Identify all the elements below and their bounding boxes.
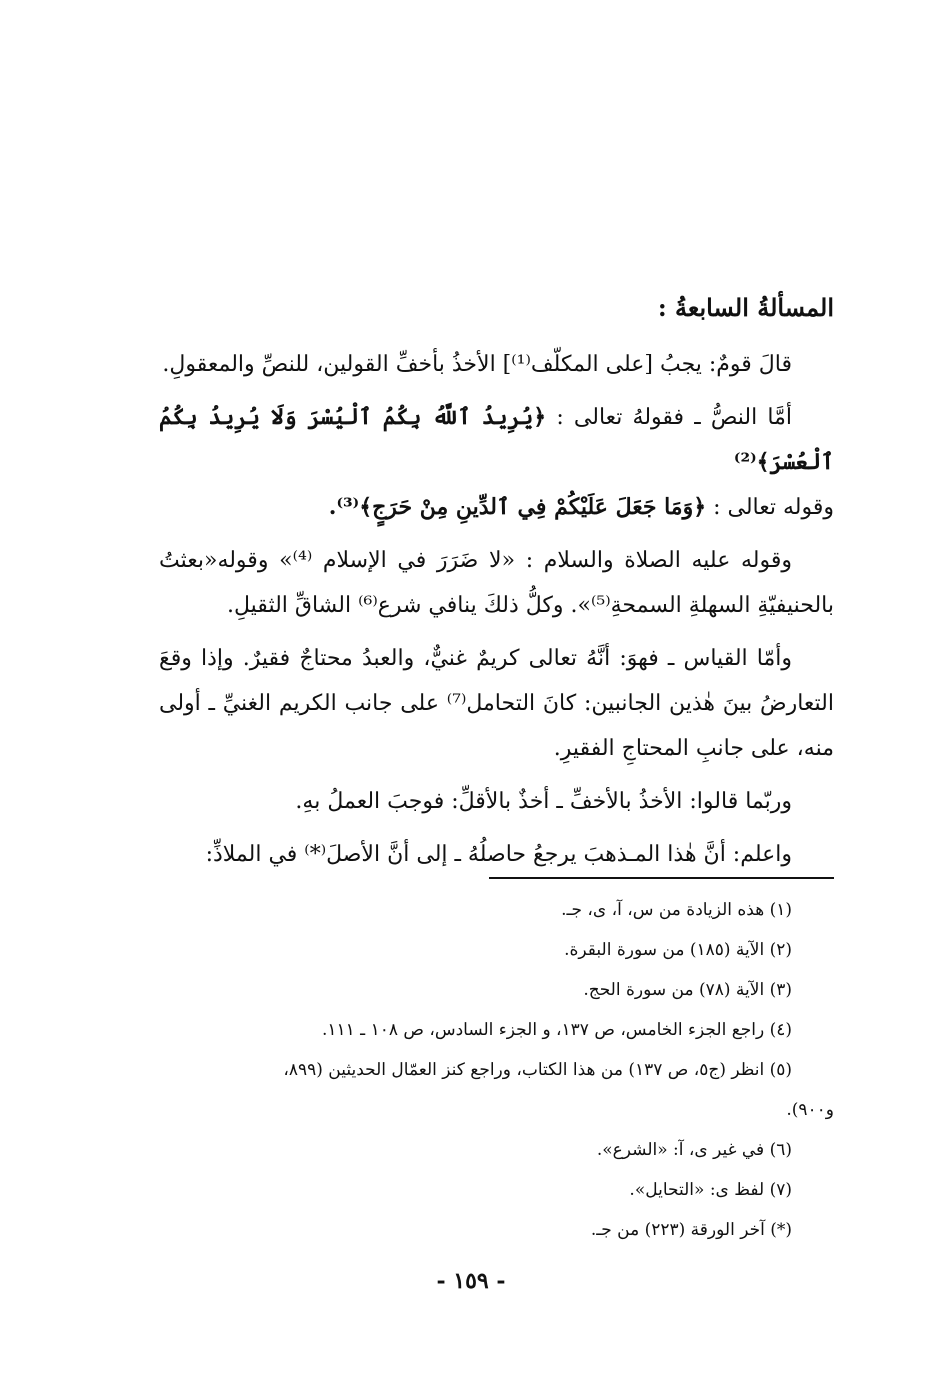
- footnote-6: (٦) في غير ى، آ: «الشرع».: [596, 1140, 792, 1160]
- footnote-divider: [489, 877, 834, 879]
- paragraph-5: وربّما قالوا: الأخذُ بالأخفِّ ـ أخذٌ بالأقلِّ: فوجبَ العملُ بهِ.: [295, 789, 792, 814]
- paragraph-2: [159, 395, 834, 485]
- section-heading: المسألةُ السابعةُ :: [657, 293, 834, 322]
- paragraph-2b: [159, 485, 834, 530]
- footnote-1: (١) هذه الزيادة من س، آ، ى، جـ.: [561, 900, 792, 920]
- quran-verse-2: ﴿وَمَا جَعَلَ عَلَيْكُمْ فِي ٱلدِّينِ مِنْ حَرَجٍ﴾⁽³⁾.: [328, 494, 707, 520]
- footnote-3: (٣) الآية (٧٨) من سورة الحج.: [583, 980, 792, 1000]
- footnote-asterisk: (*) آخر الورقة (٢٢٣) من جـ.: [590, 1220, 792, 1240]
- page-number: - ١٥٩ -: [436, 1268, 506, 1294]
- footnote-4: (٤) راجع الجزء الخامس، ص ١٣٧، و الجزء السادس، ص ١٠٨ ـ ١١١.: [321, 1020, 792, 1040]
- paragraph-2-lead: أمَّا النصُّ ـ فقولهُ تعالى :: [556, 405, 792, 430]
- footnote-2: (٢) الآية (١٨٥) من سورة البقرة.: [564, 940, 792, 960]
- paragraph-6: واعلم: أنَّ هٰذا المـذهبَ يرجعُ حاصلُهُ ـ إلى أنَّ الأصلَ⁽*⁾ في الملاذِّ:: [205, 842, 792, 867]
- paragraph-1: قالَ قومٌ: يجبُ [على المكلّف⁽¹⁾] الأخذُ بأخفِّ القولين، للنصِّ والمعقولِ.: [162, 352, 792, 377]
- paragraph-4: وأمّا القياس ـ فهوَ: أنَّهُ تعالى كريمٌ غنيٌّ، والعبدُ محتاجٌ فقيرٌ. وإذا وقعَ التعارضُ بينَ هٰذين الجانبين: كانَ التحامل⁽⁷⁾ على جانب الكريم الغنيِّ ـ أولى منه، على جانبِ المحتاجِ الفقيرِ.: [159, 646, 834, 761]
- footnote-7: (٧) لفظ ى: «التحايل».: [629, 1180, 792, 1200]
- paragraph-2b-lead: وقوله تعالى :: [713, 495, 834, 520]
- main-text: [159, 290, 834, 877]
- footnote-5: (٥) انظر (ج٥، ص ١٣٧) من هذا الكتاب، وراجع كنز العمّال الحديثين (٨٩٩،: [283, 1060, 792, 1080]
- footnote-5-continuation: و٩٠٠).: [786, 1100, 834, 1120]
- quran-verse-1: ﴿يُرِيدُ ٱللَّهُ بِكُمُ ٱلْيُسْرَ وَلَا يُرِيدُ بِكُمُ ٱلْعُسْرَ﴾⁽²⁾: [159, 404, 834, 475]
- footnotes: [159, 890, 834, 1250]
- paragraph-3: وقوله عليه الصلاة والسلام : «لا ضَرَرَ في الإسلام ⁽⁴⁾» وقوله«بعثتُ بالحنيفيّةِ السهلةِ السمحةِ⁽⁵⁾». وكلُّ ذلكَ ينافي شرع⁽⁶⁾ الشاقِّ الثقيلِ.: [159, 548, 834, 618]
